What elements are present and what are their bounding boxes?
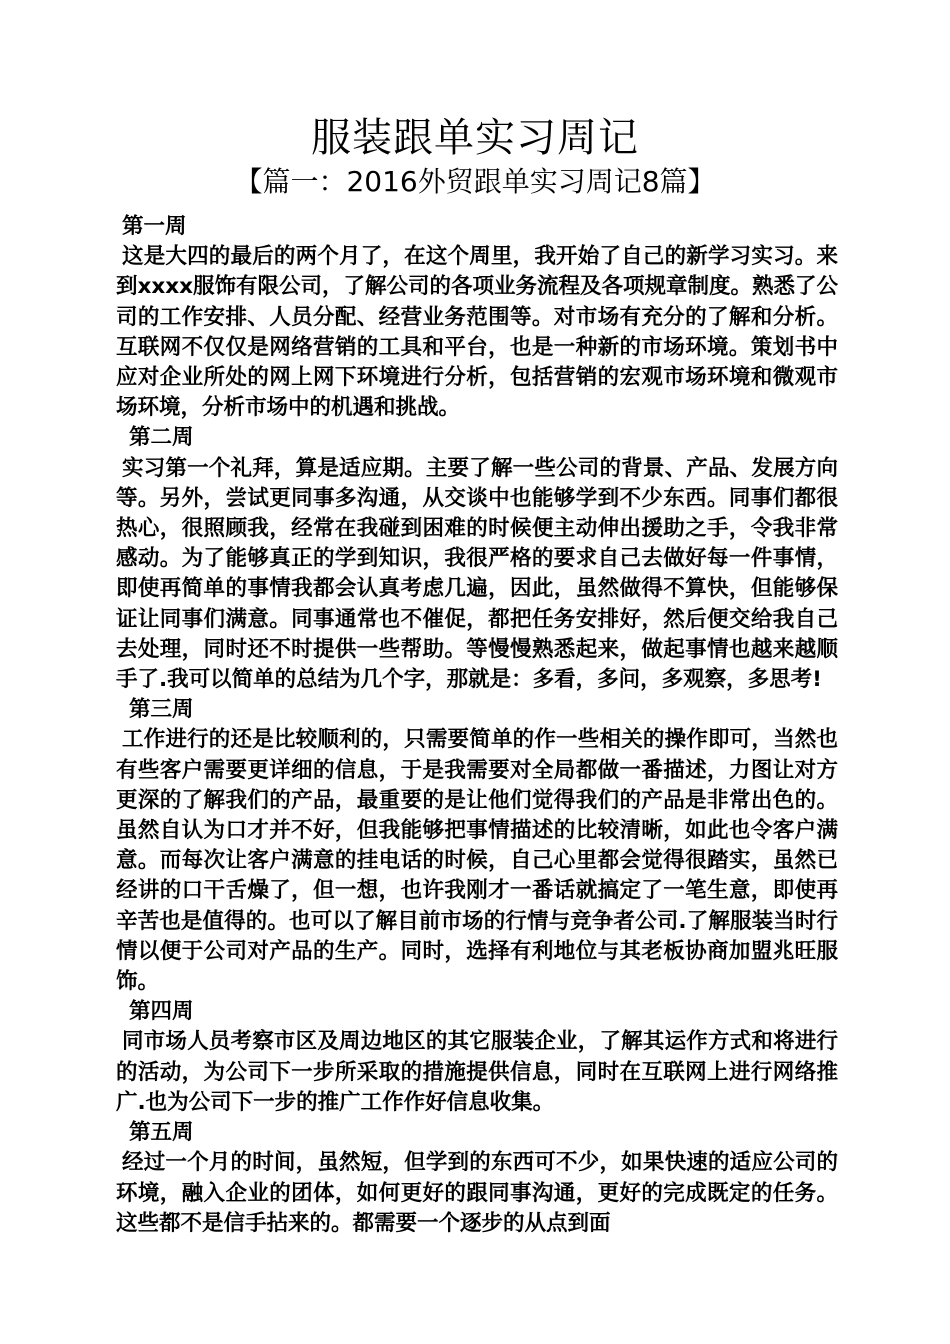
section-paragraph: 工作进行的还是比较顺利的，只需要简单的作一些相关的操作即可，当然也有些客户需要更详细的信息，于是我需要对全局都做一番描述，力图让对方更深的了解我们的产品，最重要的是让他们觉得我们的产品是非常出色的。虽然自认为口才并不好，但我能够把事情描述的比较清晰，如此也令客户满意。而每次让客户满意的挂电话的时候，自己心里都会觉得很踏实，虽然已经讲的口干舌燥了，但一想，也许我刚才一番话就搞定了一笔生意，即使再辛苦也是值得的。也可以了解目前市场的行情与竞争者公司.了解服装当时行情以便于公司对产品的生产。同时，选择有利地位与其老板协商加盟兆旺服饰。: [116, 727, 838, 995]
section-week-4: [116, 997, 838, 1118]
document-title: 服装跟单实习周记: [311, 115, 639, 161]
section-week-5: [116, 1118, 838, 1239]
section-heading: 第四周: [129, 999, 194, 1025]
section-heading: 第二周: [129, 425, 194, 451]
document-subtitle: 【篇一：2016外贸跟单实习周记8篇】: [234, 165, 716, 198]
section-heading: 第三周: [129, 697, 194, 723]
section-paragraph: 这是大四的最后的两个月了，在这个周里，我开始了自己的新学习实习。来到xxxx服饰有限公司，了解公司的各项业务流程及各项规章制度。熟悉了公司的工作安排、人员分配、经营业务范围等。对市场有充分的了解和分析。互联网不仅仅是网络营销的工具和平台，也是一种新的市场环境。策划书中应对企业所处的网上网下环境进行分析，包括营销的宏观市场环境和微观市场环境，分析市场中的机遇和挑战。: [116, 244, 838, 421]
document-body: [116, 212, 838, 1239]
section-week-1: [116, 212, 838, 423]
section-heading: 第五周: [129, 1120, 194, 1146]
section-paragraph: 经过一个月的时间，虽然短，但学到的东西可不少，如果快速的适应公司的环境，融入企业的团体，如何更好的跟同事沟通，更好的完成既定的任务。这些都不是信手拈来的。都需要一个逐步的从点到面: [116, 1150, 838, 1236]
section-week-3: [116, 695, 838, 997]
section-paragraph: 实习第一个礼拜，算是适应期。主要了解一些公司的背景、产品、发展方向等。另外，尝试更同事多沟通，从交谈中也能够学到不少东西。同事们都很热心，很照顾我，经常在我碰到困难的时候便主动伸出援助之手，令我非常感动。为了能够真正的学到知识，我很严格的要求自己去做好每一件事情，即使再简单的事情我都会认真考虑几遍，因此，虽然做得不算快，但能够保证让同事们满意。同事通常也不催促，都把任务安排好，然后便交给我自己去处理，同时还不时提供一些帮助。等慢慢熟悉起来，做起事情也越来越顺手了.我可以简单的总结为几个字，那就是：多看，多问，多观察，多思考!: [116, 455, 838, 693]
section-week-2: [116, 423, 838, 695]
section-heading: 第一周: [122, 214, 187, 239]
section-paragraph: 同市场人员考察市区及周边地区的其它服装企业，了解其运作方式和将进行的活动，为公司下一步所采取的措施提供信息，同时在互联网上进行网络推广.也为公司下一步的推广工作作好信息收集。: [116, 1029, 838, 1115]
